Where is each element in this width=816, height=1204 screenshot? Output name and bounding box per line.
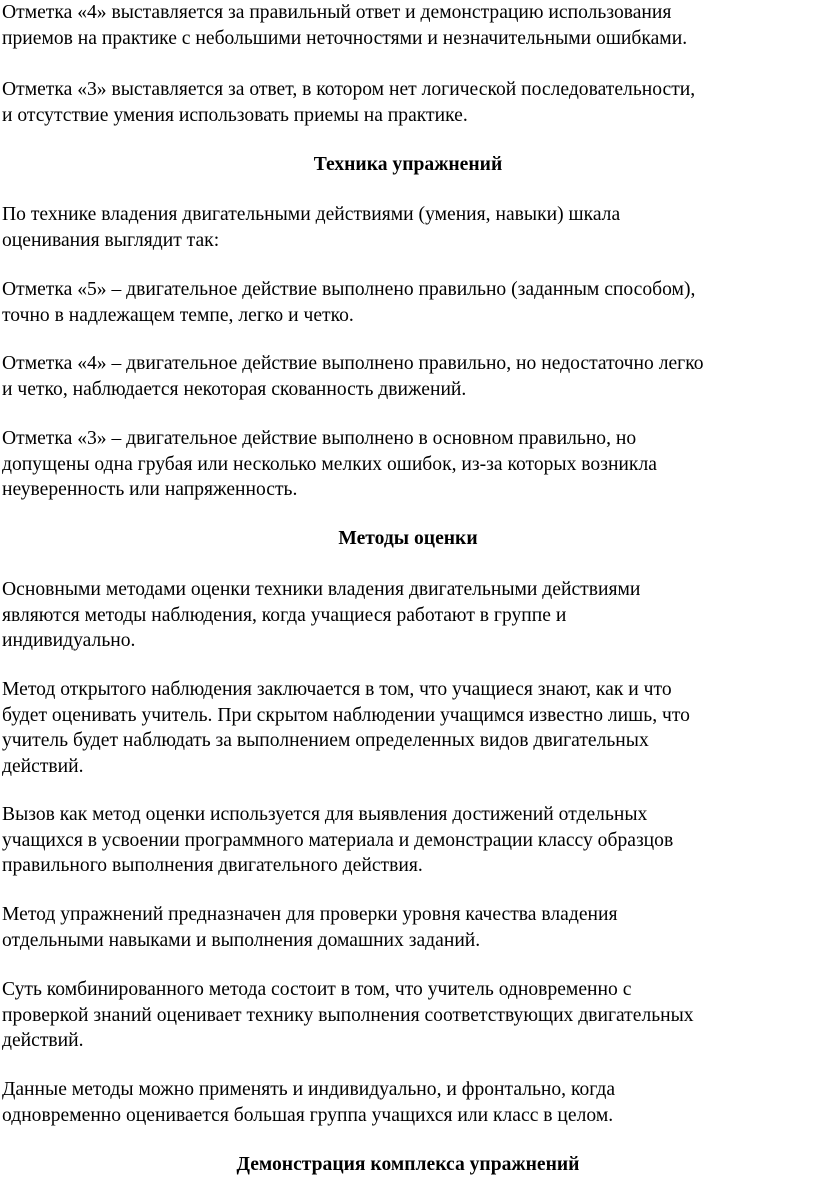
text-line: Метод открытого наблюдения заключается в том, что учащиеся знают, как и что	[2, 679, 672, 700]
text-line: Отметка «4» – двигательное действие выполнено правильно, но недостаточно легко	[2, 353, 704, 374]
text-line: точно в надлежащем темпе, легко и четко.	[2, 304, 354, 326]
text-line: отдельными навыками и выполнения домашних заданий.	[2, 929, 481, 951]
paragraph-technique-grade-3	[2, 426, 814, 503]
text-line: оценивания выглядит так:	[2, 229, 220, 251]
text-line: правильного выполнения двигательного действия.	[2, 855, 423, 876]
paragraph-exercise-method	[2, 902, 814, 953]
text-line: допущены одна грубая или несколько мелких ошибок, из-за которых возникла	[2, 453, 657, 475]
paragraph-open-observation	[2, 677, 814, 779]
paragraph-call-method	[2, 802, 814, 879]
text-line: действий.	[2, 1030, 84, 1051]
paragraph-combined-method	[2, 977, 814, 1054]
paragraph-main-methods	[2, 577, 814, 654]
heading-exercise-demonstration: Демонстрация комплекса упражнений	[236, 1154, 580, 1175]
text-line: являются методы наблюдения, когда учащиеся работают в группе и	[2, 604, 567, 626]
text-line: Вызов как метод оценки используется для выявления достижений отдельных	[2, 804, 648, 825]
text-line: будет оценивать учитель. При скрытом наблюдении учащимся известно лишь, что	[2, 704, 690, 726]
text-line: приемов на практике с небольшими неточностями и незначительными ошибками.	[2, 27, 688, 49]
text-line: Основными методами оценки техники владения двигательными действиями	[2, 579, 641, 600]
text-line: Отметка «3» выставляется за ответ, в котором нет логической последовательности,	[2, 79, 696, 100]
text-line: Отметка «3» – двигательное действие выполнено в основном правильно, но	[2, 428, 637, 449]
text-line: и отсутствие умения использовать приемы на практике.	[2, 104, 468, 126]
paragraph-technique-grade-5	[2, 277, 814, 328]
text-line: Данные методы можно применять и индивидуально, и фронтально, когда	[2, 1079, 616, 1100]
text-line: действий.	[2, 755, 84, 777]
text-line: учащихся в усвоении программного материала и демонстрации классу образцов	[2, 829, 674, 851]
text-line: Отметка «4» выставляется за правильный ответ и демонстрацию использования	[2, 2, 672, 23]
paragraph-technique-scale	[2, 202, 814, 253]
text-line: учитель будет наблюдать за выполнением определенных видов двигательных	[2, 730, 649, 751]
paragraph-technique-grade-4	[2, 351, 814, 402]
text-line: Отметка «5» – двигательное действие выполнено правильно (заданным способом),	[2, 279, 696, 300]
heading-exercise-technique: Техника упражнений	[313, 154, 503, 175]
paragraph-individual-frontal	[2, 1077, 814, 1128]
text-line: проверкой знаний оценивает технику выполнения соответствующих двигательных	[2, 1004, 694, 1026]
paragraph-grade-4-answer	[2, 0, 814, 51]
paragraph-grade-3-answer	[2, 77, 814, 128]
text-line: одновременно оценивается большая группа учащихся или класс в целом.	[2, 1104, 614, 1126]
text-line: индивидуально.	[2, 630, 136, 651]
text-line: и четко, наблюдается некоторая скованность движений.	[2, 378, 467, 400]
text-line: По технике владения двигательными действиями (умения, навыки) шкала	[2, 204, 621, 225]
text-line: Суть комбинированного метода состоит в том, что учитель одновременно с	[2, 979, 632, 1000]
heading-assessment-methods: Методы оценки	[338, 528, 478, 549]
text-line: неуверенность или напряженность.	[2, 479, 298, 500]
text-line: Метод упражнений предназначен для проверки уровня качества владения	[2, 904, 618, 925]
